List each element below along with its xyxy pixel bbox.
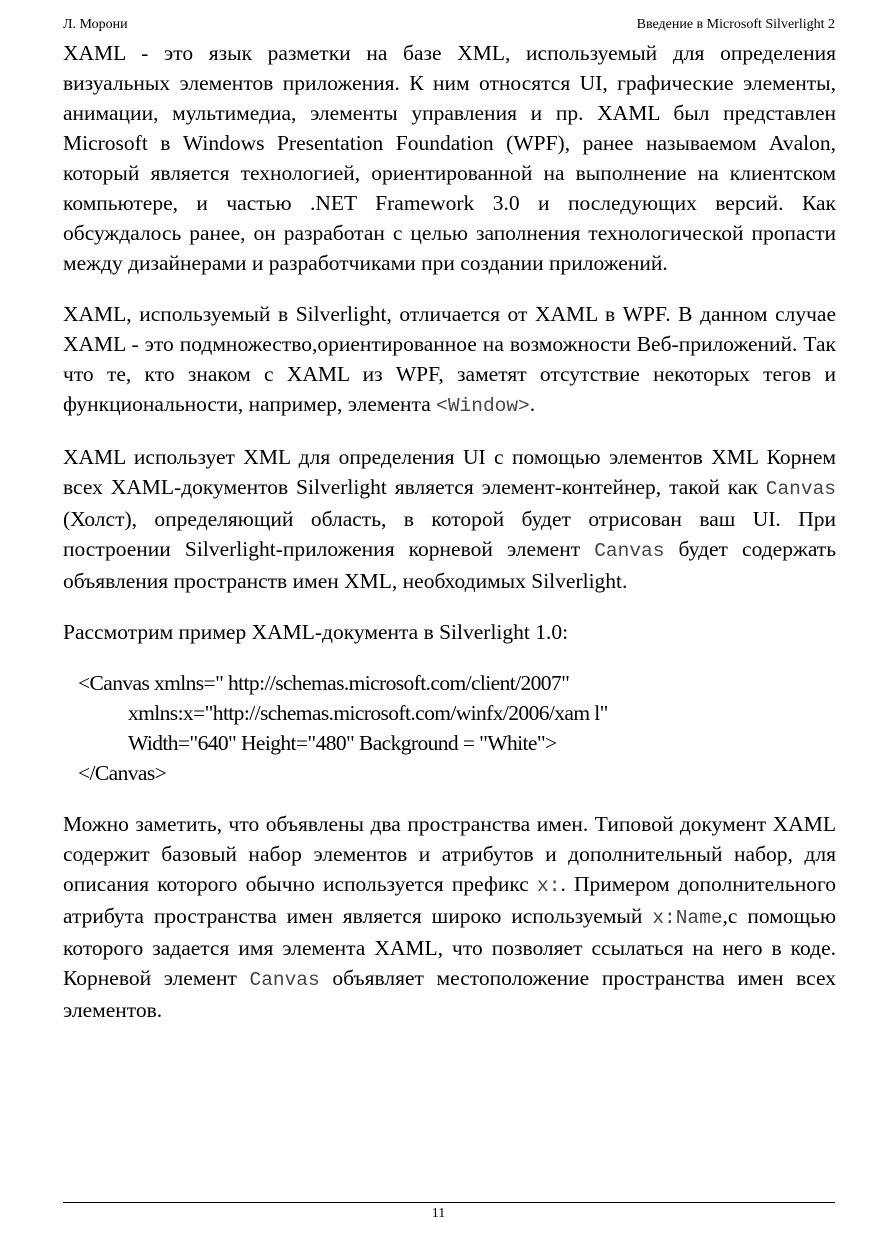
code-line: xmlns:x="http://schemas.microsoft.com/winfx/2006/xam l"	[128, 701, 608, 725]
inline-code-prefix: x:	[537, 875, 561, 897]
inline-code-window: <Window>	[436, 395, 530, 417]
inline-code-canvas: Canvas	[765, 478, 836, 500]
code-sample	[78, 668, 836, 788]
paragraph-text: (Холст), определяющий область, в которой будет отрисован ваш UI. При построении Silverlight-приложения корневой элемент	[63, 507, 836, 561]
paragraph-text: .	[529, 392, 536, 416]
running-header-title: Введение в Microsoft Silverlight 2	[636, 17, 835, 32]
inline-code-name: x:Name	[652, 907, 723, 929]
running-header-author: Л. Морони	[63, 17, 128, 32]
paragraph-text: XAML использует XML для определения UI с помощью элементов XML Корнем всех XAML-документов Silverlight является элемент-контейнер, такой как	[63, 445, 836, 499]
inline-code-canvas: Canvas	[594, 540, 665, 562]
paragraph-text: будет содержать объявления пространств имен XML, необходимых Silverlight.	[63, 537, 837, 593]
paragraph-namespaces	[63, 809, 836, 1025]
page-number: 11	[431, 1206, 446, 1221]
footer-divider	[63, 1202, 835, 1203]
paragraph-xml-root	[63, 442, 836, 596]
page-body	[63, 38, 836, 1025]
paragraph-text: . Примером дополнительного атрибута пространства имен является широко используемый	[63, 872, 837, 928]
inline-code-canvas: Canvas	[249, 969, 320, 991]
paragraph-text: Можно заметить, что объявлены два пространства имен. Типовой документ XAML содержит базовый набор элементов и атрибутов и дополнительный набор, для описания которого обычно используется префикс	[63, 812, 836, 896]
paragraph-text: объявляет местоположение пространства имен всех элементов.	[63, 966, 836, 1022]
paragraph-silverlight-xaml	[63, 299, 836, 421]
paragraph-xaml-intro: XAML - это язык разметки на базе XML, используемый для определения визуальных элементов приложения. К ним относятся UI, графические элементы, анимации, мультимедиа, элементы управления и пр. XAML был представлен Microsoft в Windows Presentation Foundation (WPF), ранее называемом Avalon, который является технологией, ориентированной на выполнение на клиентском компьютере, и частью .NET Framework 3.0 и последующих версий. Как обсуждалось ранее, он разработан с целью заполнения технологической пропасти между дизайнерами и разработчиками при создании приложений.	[63, 41, 836, 275]
paragraph-text: XAML, используемый в Silverlight, отличается от XAML в WPF. В данном случае XAML - это подмножество,ориентированное на возможности Веб-приложений. Так что те, кто знаком с XAML из WPF, заметят отсутствие некоторых тегов и функциональности, например, элемента	[63, 302, 836, 416]
code-line: </Canvas>	[78, 761, 167, 785]
paragraph-text: ,с помощью которого задается имя элемента XAML, что позволяет ссылаться на него в коде. Корневой элемент	[63, 904, 836, 990]
code-line: Width="640" Height="480" Background = "White">	[128, 731, 557, 755]
code-line: <Canvas xmlns=" http://schemas.microsoft.com/client/2007"	[78, 671, 570, 695]
paragraph-example-intro: Рассмотрим пример XAML-документа в Silverlight 1.0:	[63, 620, 569, 644]
